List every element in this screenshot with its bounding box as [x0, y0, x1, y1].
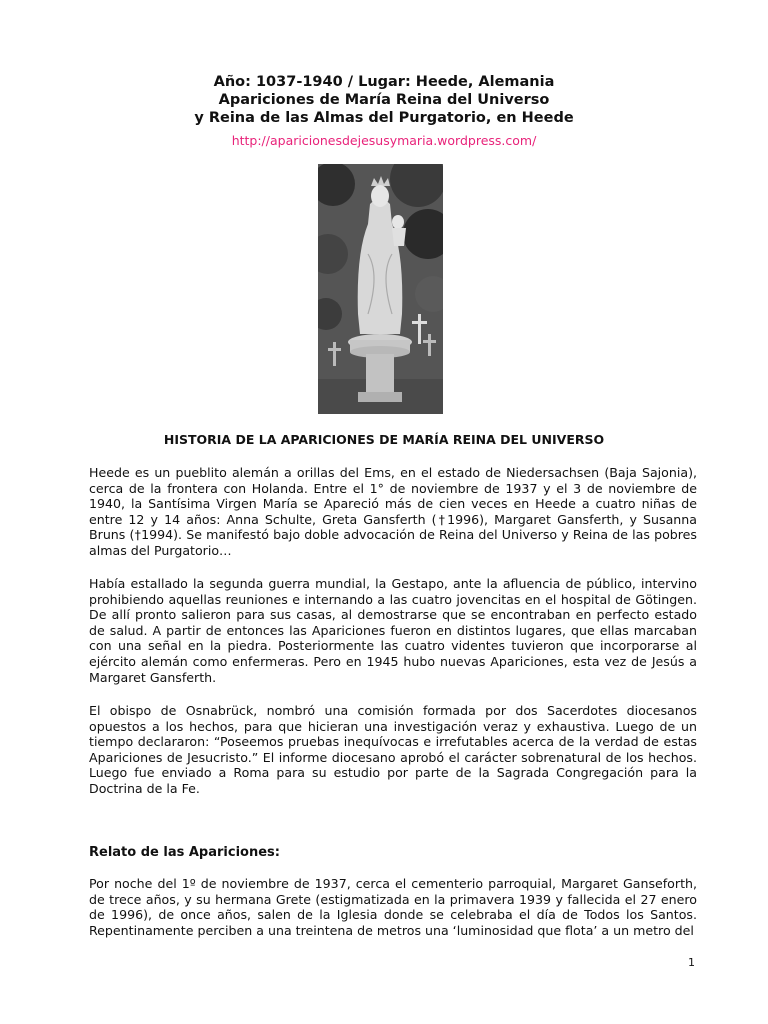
- subheading: Relato de las Apariciones:: [89, 845, 280, 860]
- body-paragraph: Por noche del 1º de noviembre de 1937, cerca el cementerio parroquial, Margaret Ganseforth, de trece años, y su hermana Grete (estigmatizada en la primavera 1939 y fallecida el 27 enero de 1996), de once años, salen de la Iglesia donde se celebraba el día de Todos los Santos. Repentinamente perciben a una treintena de metros una ‘luminosidad que flota’ a un metro del: [89, 876, 697, 938]
- title-line-2: Apariciones de María Reina del Universo: [218, 92, 550, 108]
- title-line-3: y Reina de las Almas del Purgatorio, en Heede: [194, 110, 574, 126]
- section-heading: HISTORIA DE LA APARICIONES DE MARÍA REINA DEL UNIVERSO: [163, 432, 605, 447]
- title-block: [0, 73, 768, 149]
- body-paragraph: Había estallado la segunda guerra mundial, la Gestapo, ante la afluencia de público, intervino prohibiendo aquellas reuniones e internando a las cuatro jovencitas en el hospital de Götingen. De allí pronto salieron para sus casas, al demostrarse que se encontraban en perfecto estado de salud. A partir de entonces las Apariciones fueron en distintos lugares, que ellas marcaban con una señal en la piedra. Posteriormente las cuatro videntes tuvieron que incorporarse al ejército alemán como enfermeras. Pero en 1945 hubo nuevas Apariciones, esta vez de Jesús a Margaret Gansferth.: [89, 576, 697, 685]
- body-paragraph: El obispo de Osnabrück, nombró una comisión formada por dos Sacerdotes diocesanos opuestos a los hechos, para que hicieran una investigación veraz y exhaustiva. Luego de un tiempo declararon: “Poseemos pruebas inequívocas e irrefutables acerca de la verdad de estas Apariciones de Jesucristo.” El informe diocesano aprobó el carácter sobrenatural de los hechos. Luego fue enviado a Roma para su estudio por parte de la Sagrada Congregación para la Doctrina de la Fe.: [89, 703, 697, 796]
- page-number: 1: [688, 956, 695, 969]
- statue-photo: [318, 164, 443, 414]
- body-paragraph: Heede es un pueblito alemán a orillas del Ems, en el estado de Niedersachsen (Baja Sajonia), cerca de la frontera con Holanda. Entre el 1° de noviembre de 1937 y el 3 de noviembre de 1940, la Santísima Virgen María se Apareció más de cien veces en Heede a cuatro niñas de entre 12 y 14 años: Anna Schulte, Greta Gansferth (†1996), Margaret Gansferth, y Susanna Bruns (†1994). Se manifestó bajo doble advocación de Reina del Universo y Reina de las pobres almas del Purgatorio…: [89, 465, 697, 558]
- source-url-link[interactable]: http://aparicionesdejesusymaria.wordpress.com/: [231, 133, 537, 148]
- title-line-1: Año: 1037-1940 / Lugar: Heede, Alemania: [213, 74, 555, 90]
